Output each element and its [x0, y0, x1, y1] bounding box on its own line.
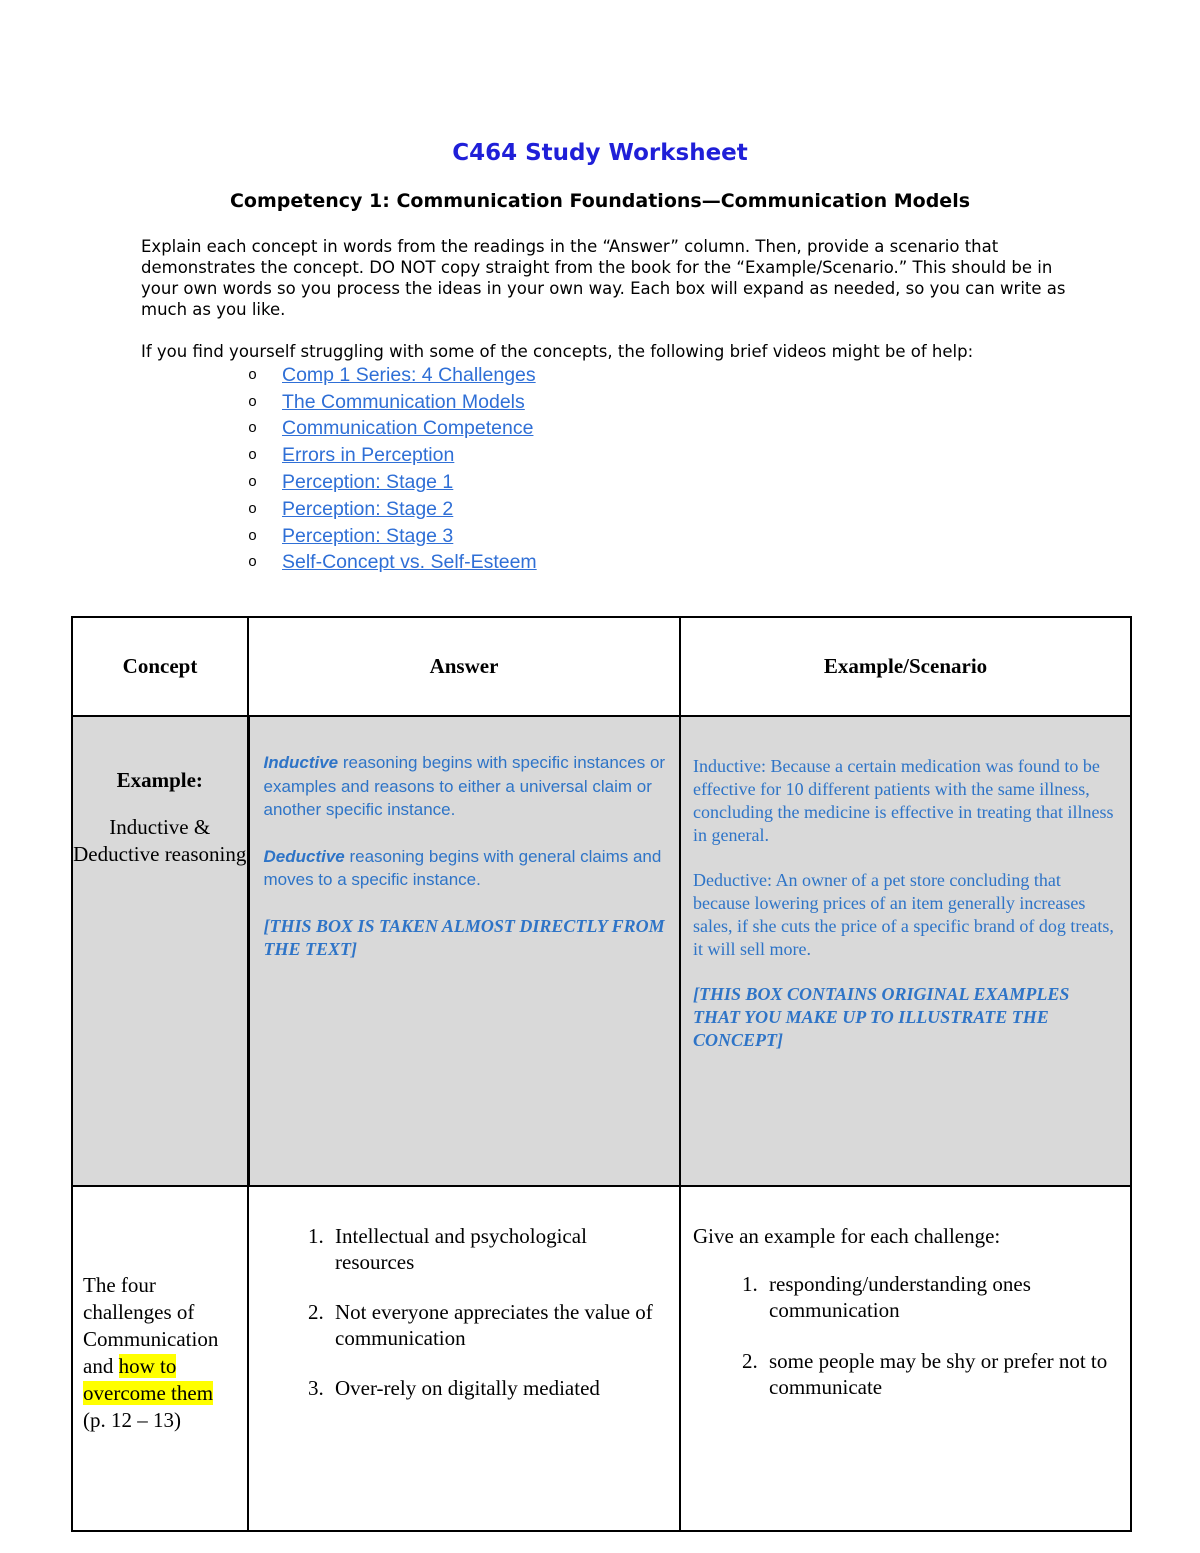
list-item: [248, 442, 537, 469]
table-header-row: [72, 617, 1131, 716]
inductive-keyword: Inductive: [263, 753, 339, 772]
challenges-example-cell[interactable]: [680, 1186, 1131, 1531]
video-link[interactable]: Self-Concept vs. Self-Esteem: [282, 551, 537, 574]
inductive-scenario: Inductive: Because a certain medication was found to be effective for 10 different patients with the same illness, concluding the medicine is effective in treating that illness in general.: [693, 756, 1114, 845]
deductive-scenario: Deductive: An owner of a pet store concluding that because lowering prices of an item generally increases sales, if she cuts the price of a specific brand of dog treats, it will sell more.: [693, 870, 1114, 959]
video-links-list: [248, 362, 537, 576]
challenges-concept-cell: [72, 1186, 248, 1531]
bullet-icon: o: [248, 474, 258, 492]
bullet-icon: o: [248, 554, 258, 572]
bullet-icon: o: [248, 420, 258, 438]
bullet-icon: o: [248, 393, 258, 411]
list-item: [248, 469, 537, 496]
list-item: 2. Not everyone appreciates the value of communication: [329, 1299, 669, 1351]
list-item: [248, 496, 537, 523]
list-item: [248, 550, 537, 577]
example-answer-cell[interactable]: [248, 716, 680, 1186]
header-concept: Concept: [72, 617, 248, 716]
page-title: C464 Study Worksheet: [452, 140, 748, 166]
header-answer: Answer: [248, 617, 680, 716]
deductive-keyword: Deductive: [263, 846, 345, 866]
example-concept-cell: [72, 716, 248, 1186]
list-item: 2. some people may be shy or prefer not to communicate: [763, 1348, 1120, 1400]
list-item: 1. Intellectual and psychological resources: [329, 1223, 669, 1275]
list-item: [248, 389, 537, 416]
list-item: [248, 416, 537, 443]
deductive-text: reasoning begins with general claims and moves to a specific instance.: [263, 846, 662, 889]
challenges-answer-list: [249, 1187, 679, 1401]
list-item: 3. Over-rely on digitally mediated: [329, 1375, 669, 1401]
page-subtitle: Competency 1: Communication Foundations—Communication Models: [229, 190, 971, 212]
bullet-icon: o: [248, 366, 258, 384]
table-row-challenges: [72, 1186, 1131, 1531]
answer-note: [THIS BOX IS TAKEN ALMOST DIRECTLY FROM THE TEXT]: [263, 915, 665, 959]
example-concept: Inductive & Deductive reasoning: [73, 815, 247, 866]
page-reference: (p. 12 – 13): [83, 1408, 181, 1432]
scenario-note: [THIS BOX CONTAINS ORIGINAL EXAMPLES THAT YOU MAKE UP TO ILLUSTRATE THE CONCEPT]: [693, 984, 1070, 1050]
header-example: Example/Scenario: [680, 617, 1131, 716]
inductive-answer: [264, 751, 672, 822]
video-link[interactable]: Errors in Perception: [282, 444, 455, 467]
concept-table: [71, 616, 1132, 1532]
bullet-icon: o: [248, 447, 258, 465]
example-scenario-cell[interactable]: [680, 716, 1131, 1186]
challenges-concept-text: The four challenges of Communication and: [83, 1273, 219, 1378]
list-item: [248, 362, 537, 389]
video-link[interactable]: Perception: Stage 1: [282, 471, 454, 494]
example-label: Example:: [116, 768, 203, 792]
video-link[interactable]: Comp 1 Series: 4 Challenges: [282, 363, 536, 386]
bullet-icon: o: [248, 500, 258, 518]
highlighted-text: how to overcome them: [83, 1354, 214, 1405]
video-link[interactable]: Perception: Stage 2: [282, 497, 454, 520]
bullet-icon: o: [248, 527, 258, 545]
video-link[interactable]: Communication Competence: [282, 417, 534, 440]
challenges-example-intro: Give an example for each challenge:: [693, 1224, 1001, 1248]
challenges-answer-cell[interactable]: [248, 1186, 680, 1531]
instructions-paragraph: Explain each concept in words from the readings in the “Answer” column. Then, provide a scenario that demonstrates the concept. DO NOT copy straight from the book for the “Example/Scenario.” This should be in your own words so you process the ideas in your own way. Each box will expand as needed, so you can write as much as you like.: [141, 237, 1066, 319]
list-item: [248, 523, 537, 550]
video-link[interactable]: Perception: Stage 3: [282, 524, 454, 547]
deductive-answer: [264, 845, 672, 892]
inductive-text: reasoning begins with specific instances or examples and reasons to either a universal claim or another specific instance.: [263, 753, 666, 819]
video-link[interactable]: The Communication Models: [282, 390, 525, 413]
list-item: 1. responding/understanding ones communication: [763, 1271, 1120, 1323]
table-row-example: [72, 716, 1131, 1186]
help-intro: If you find yourself struggling with some of the concepts, the following brief videos might be of help:: [141, 342, 974, 361]
challenges-example-list: [693, 1271, 1120, 1400]
